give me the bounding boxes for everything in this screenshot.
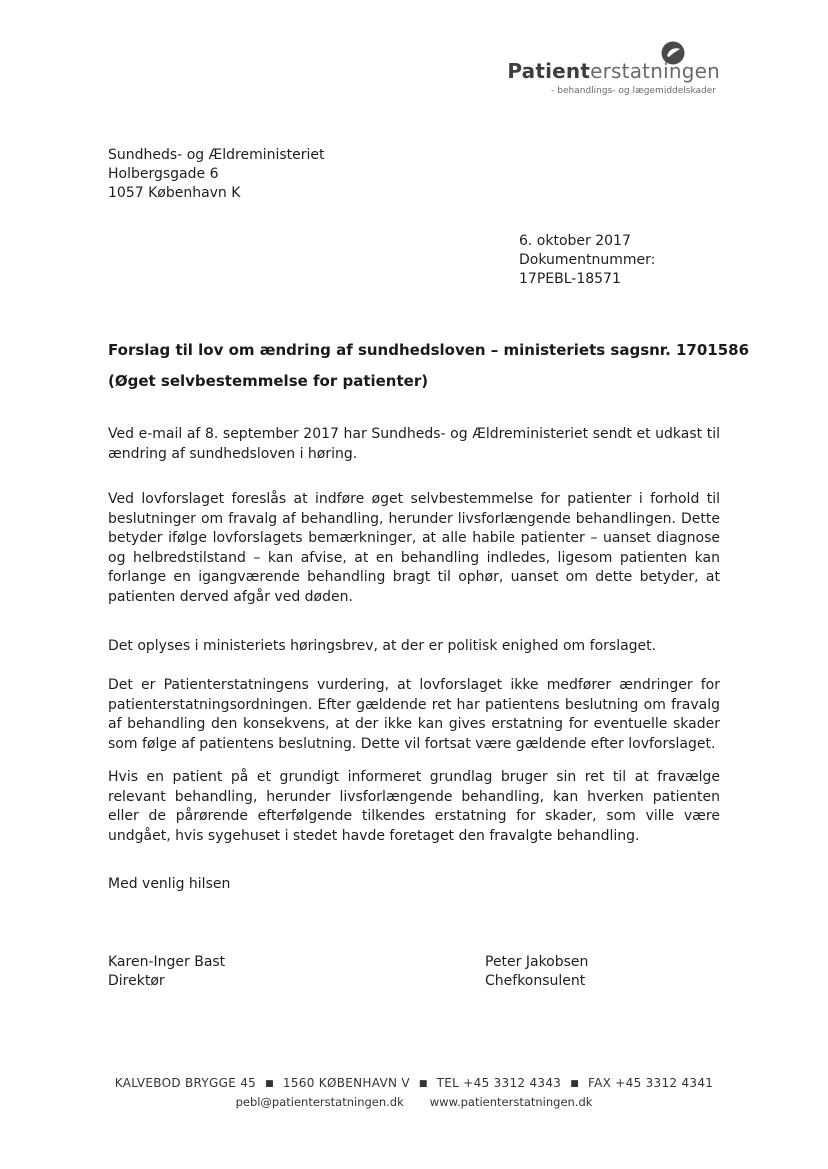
logo [494,40,720,100]
signatory-title: Direktør [108,973,165,989]
body-paragraph-1: Ved e-mail af 8. september 2017 har Sundheds- og Ældreministeriet sendt et udkast til ændring af sundhedsloven i høring. [108,426,720,462]
separator-square-icon: ■ [570,1079,580,1089]
signatory-name: Peter Jakobsen [485,954,589,970]
signatory-2 [485,953,588,991]
subject-line: Forslag til lov om ændring af sundhedsloven – ministeriets sagsnr. 1701586 [108,341,750,359]
logo-brand-light: erstatningen [590,59,720,83]
document-number: 17PEBL-18571 [519,271,621,287]
signatory-title: Chefkonsulent [485,973,586,989]
separator-square-icon: ■ [418,1079,428,1089]
closing-greeting: Med venlig hilsen [108,876,231,892]
body-paragraph-2: Ved lovforslaget foreslås at indføre øget selvbestemmelse for patienter i forhold til beslutninger om fravalg af behandling, herunder livsforlængende behandlingen. Dette betyder ifølge lovforslagets bemærkninger, at alle habile patienter – uanset diagnose og helbredstilstand – kan afvise, at en behandling indledes, ligesom patienten kan forlange en igangværende behandling bragt til ophør, uanset om dette betyder, at patienten derved afgår ved døden. [108,491,720,605]
footer-fax: FAX +45 3312 4341 [588,1076,714,1090]
logo-brand-bold: Patient [507,59,591,83]
logo-wordmark [507,59,720,83]
signatory-name: Karen-Inger Bast [108,954,226,970]
recipient-name: Sundheds- og Ældreministeriet [108,147,325,163]
logo-tagline: - behandlings- og lægemiddelskader [551,86,716,96]
body-paragraph-5: Hvis en patient på et grundigt informeret grundlag bruger sin ret til at fravælge relevant behandling, herunder livsforlængende behandling, kan hverken patienten eller de pårørende efterfølgende tilkendes erstatning for skader, som ville være undgået, hvis sygehuset i stedet havde foretaget den fravalgte behandling. [108,769,720,844]
footer-web-line [0,1095,828,1109]
recipient-address [108,146,325,203]
subject-subline: (Øget selvbestemmelse for patienter) [108,372,429,390]
footer-postal: 1560 KØBENHAVN V [282,1076,410,1090]
signatory-1 [108,953,225,991]
body-paragraph-3: Det oplyses i ministeriets høringsbrev, at der er politisk enighed om forslaget. [108,638,657,654]
letter-date: 6. oktober 2017 [519,233,631,249]
footer-address: KALVEBOD BRYGGE 45 [114,1076,257,1090]
footer-contact-line [0,1076,828,1090]
footer-tel: TEL +45 3312 4343 [436,1076,562,1090]
recipient-city: 1057 København K [108,185,241,201]
body-paragraph-4: Det er Patienterstatningens vurdering, at lovforslaget ikke medfører ændringer for patienterstatningsordningen. Efter gældende ret har patientens beslutning om fravalg af behandling den konsekvens, at der ikke kan gives erstatning for eventuelle skader som følge af patientens beslutning. Dette vil fortsat være gældende efter lovforslaget. [108,677,720,752]
recipient-street: Holbergsgade 6 [108,166,219,182]
footer-email[interactable]: pebl@patienterstatningen.dk [235,1095,404,1109]
letter-meta [519,232,655,289]
document-number-label: Dokumentnummer: [519,252,656,268]
footer-website[interactable]: www.patienterstatningen.dk [429,1095,593,1109]
separator-square-icon: ■ [265,1079,274,1089]
